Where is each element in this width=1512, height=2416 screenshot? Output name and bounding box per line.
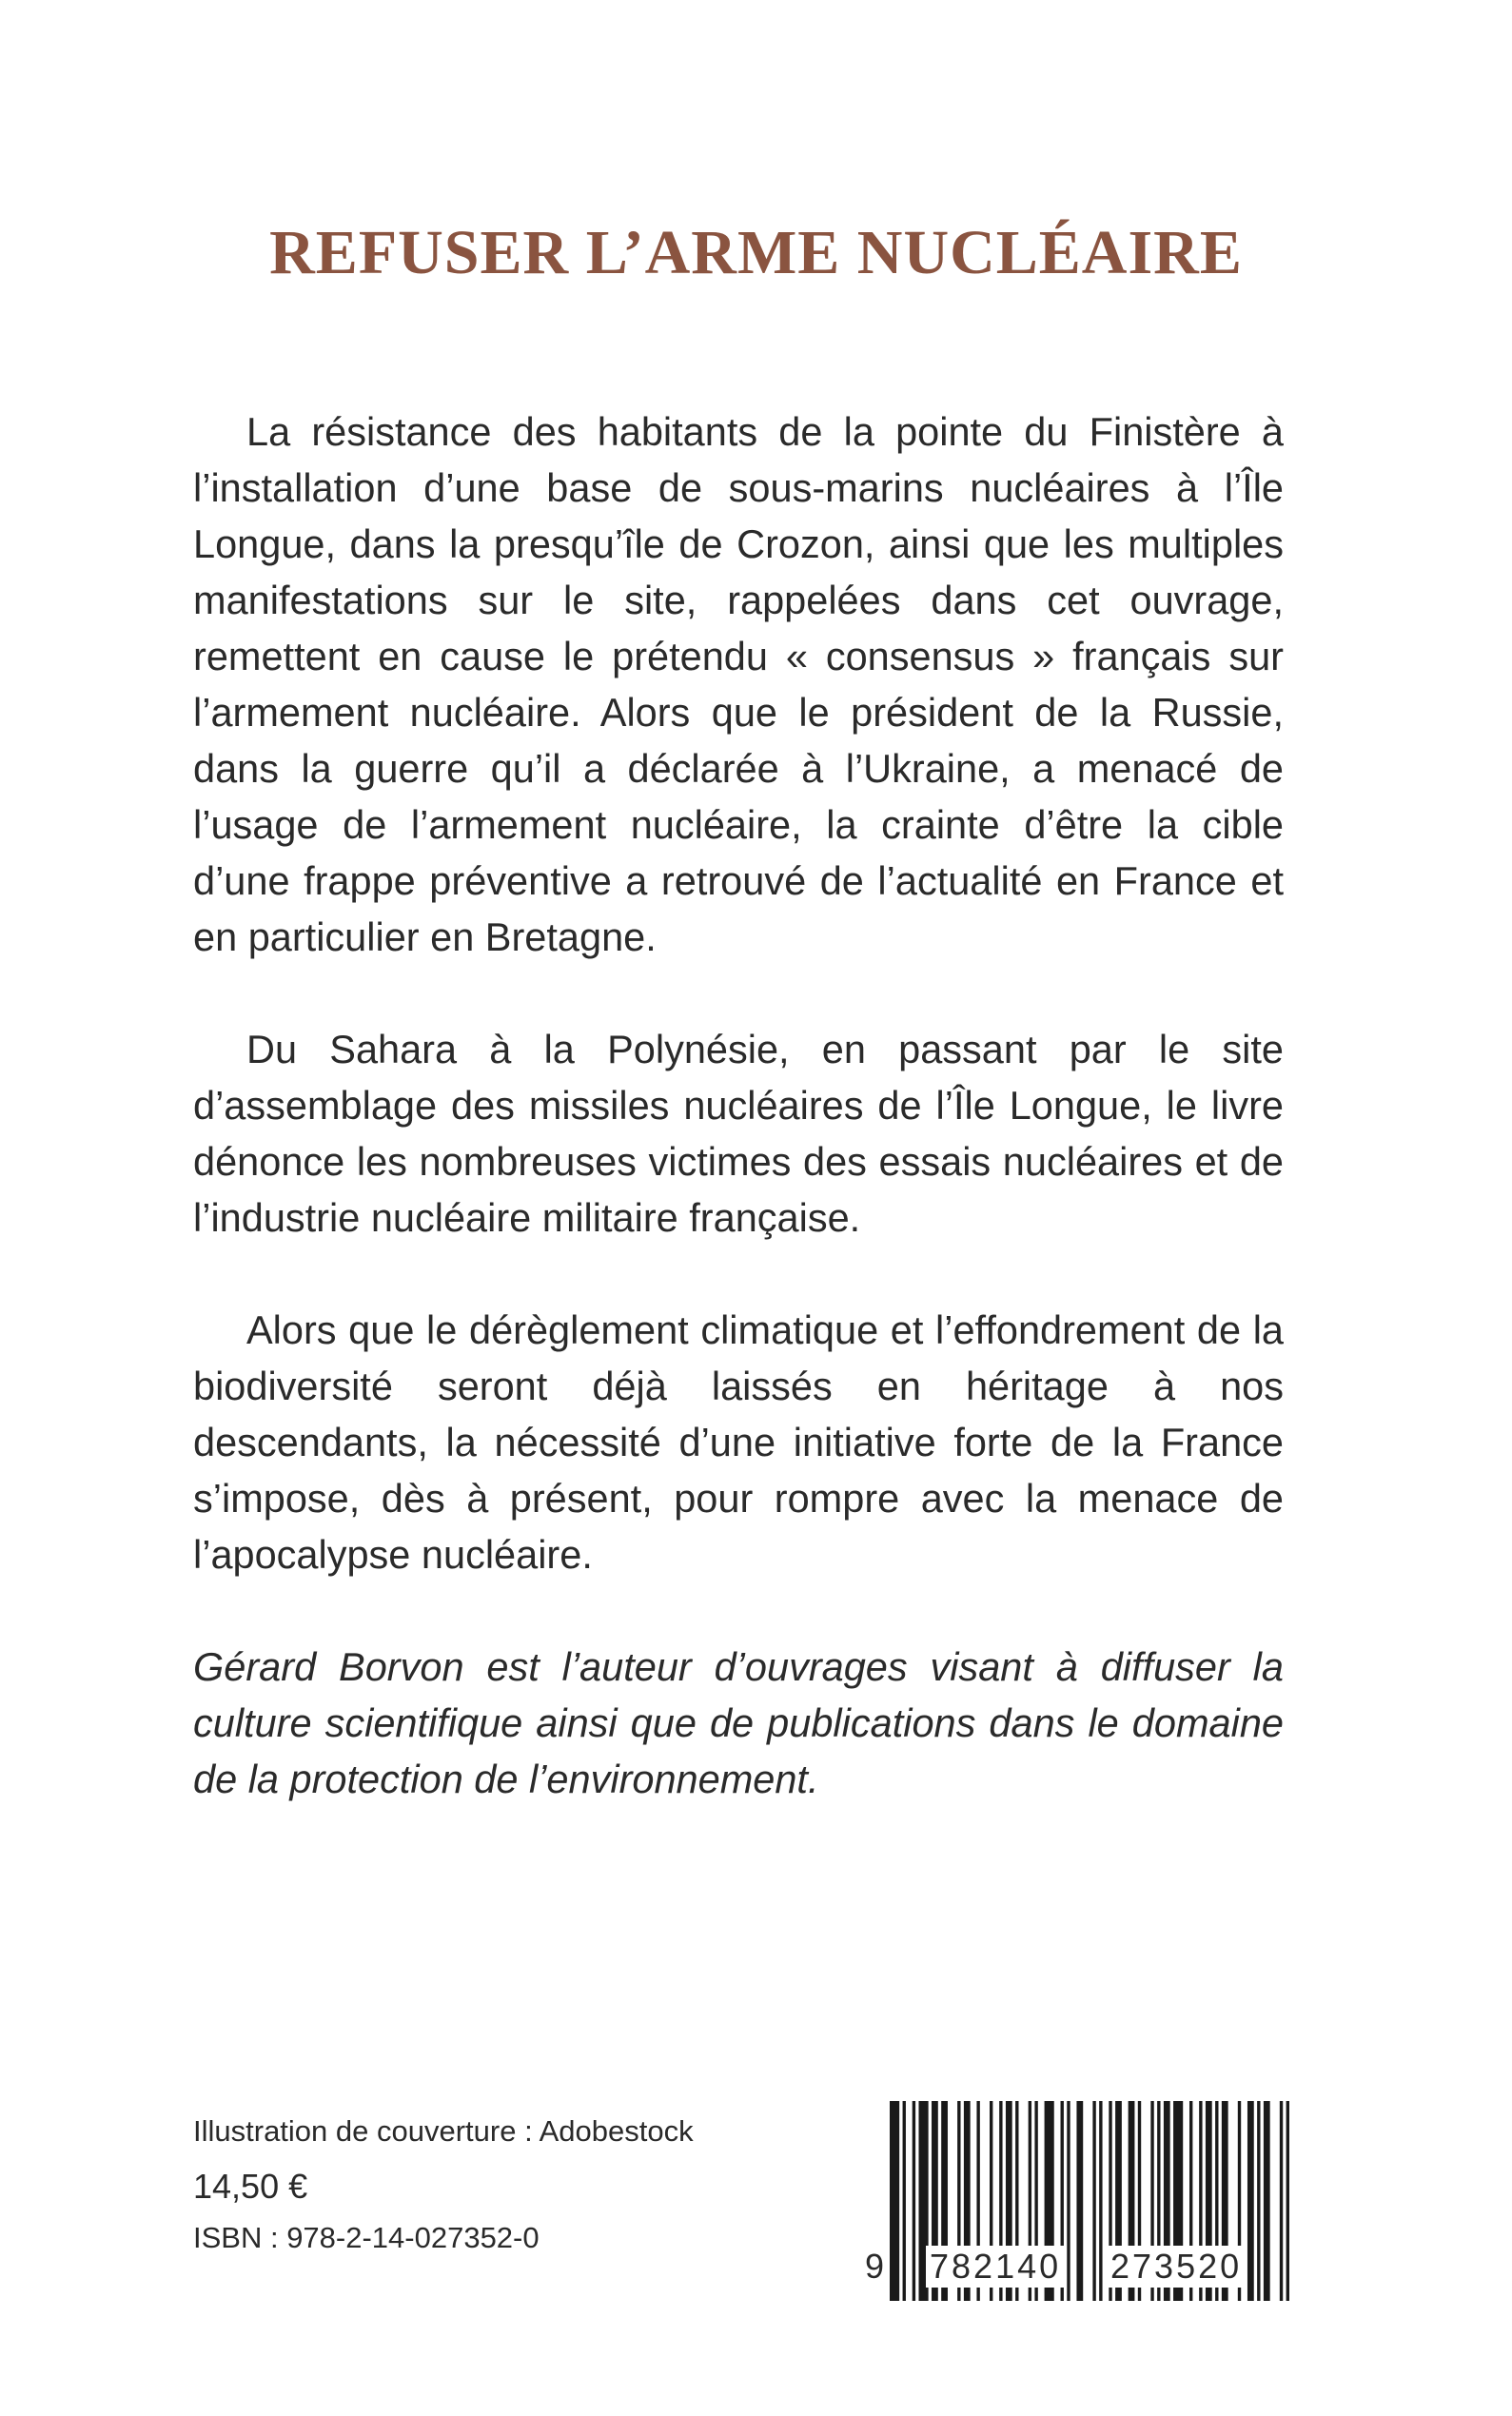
illustration-credit: Illustration de couverture : Adobestock <box>193 2114 694 2148</box>
author-bio: Gérard Borvon est l’auteur d’ouvrages visant à diffuser la culture scientifique ainsi que de publications dans le domaine de la protection de l’environnement. <box>193 1644 1284 1801</box>
barcode-right-group: 273520 <box>1107 2246 1246 2288</box>
price: 14,50 € <box>193 2167 308 2206</box>
barcode-first-digit: 9 <box>861 2246 888 2288</box>
book-title: REFUSER L’ARME NUCLÉAIRE <box>269 218 1243 287</box>
publication-info <box>193 2112 802 2257</box>
blurb-paragraph-3: Alors que le dérèglement climatique et l’effondrement de la biodiversité seront déjà laissés en héritage à nos descendants, la nécessité d’une initiative forte de la France s’impose, dès à présent, pour rompre avec la menace de l’apocalypse nucléaire. <box>193 1307 1284 1577</box>
isbn: ISBN : 978-2-14-027352-0 <box>193 2221 540 2254</box>
blurb <box>193 403 1284 1807</box>
blurb-paragraph-2: Du Sahara à la Polynésie, en passant par le site d’assemblage des missiles nucléaires de l’Île Longue, le livre dénonce les nombreuses victimes des essais nucléaires et de l’industrie nucléaire militaire française. <box>193 1027 1284 1240</box>
blurb-paragraph-1: La résistance des habitants de la pointe du Finistère à l’installation d’une base de sous-marins nucléaires à l’Île Longue, dans la presqu’île de Crozon, ainsi que les multiples manifestations sur le site, rappelées dans cet ouvrage, remettent en cause le prétendu « consensus » français sur l’armement nucléaire. Alors que le président de la Russie, dans la guerre qu’il a déclarée à l’Ukraine, a menacé de l’usage de l’armement nucléaire, la crainte d’être la cible d’une frappe préventive a retrouvé de l’actualité en France et en particulier en Bretagne. <box>193 409 1284 959</box>
barcode-digits <box>861 2246 1299 2293</box>
barcode-left-group: 782140 <box>926 2246 1065 2288</box>
